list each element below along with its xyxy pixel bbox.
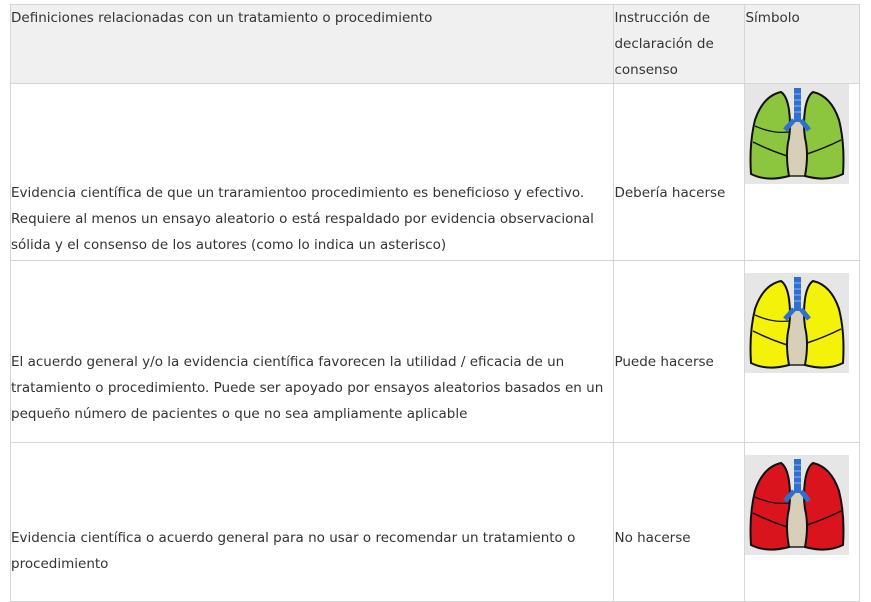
definition-text: Evidencia científica de que un traramientoo procedimiento es beneficioso y efectivo. Requiere al menos un ensayo aleatorio o está respaldado por evidencia observacional sólida y el consenso de los autores (como lo indica un asterisco)	[11, 185, 594, 253]
instruction-text: No hacerse	[614, 530, 691, 546]
definition-cell	[11, 261, 614, 443]
symbol-cell	[745, 443, 860, 602]
red-lungs-icon	[745, 455, 849, 555]
header-definitions: Definiciones relacionadas con un tratamiento o procedimiento	[11, 5, 614, 84]
definition-cell	[11, 84, 614, 261]
table-row	[11, 443, 860, 602]
symbol-cell	[745, 84, 860, 261]
definition-text: Evidencia científica o acuerdo general para no usar o recomendar un tratamiento o procedimiento	[11, 530, 576, 572]
instruction-cell	[614, 84, 745, 261]
instruction-cell	[614, 443, 745, 602]
instruction-text: Puede hacerse	[614, 354, 714, 370]
symbol-cell	[745, 261, 860, 443]
definition-cell	[11, 443, 614, 602]
yellow-lungs-icon	[745, 273, 849, 373]
table-row	[11, 261, 860, 443]
header-symbol: Símbolo	[745, 5, 860, 84]
recommendation-table	[10, 4, 860, 602]
instruction-cell	[614, 261, 745, 443]
header-instruction: Instrucción de declaración de consenso	[614, 5, 745, 84]
definition-text: El acuerdo general y/o la evidencia científica favorecen la utilidad / eficacia de un tratamiento o procedimiento. Puede ser apoyado por ensayos aleatorios basados en un pequeño número de pacientes o que no sea ampliamente aplicable	[11, 354, 604, 422]
table-header-row	[11, 5, 860, 84]
instruction-text: Debería hacerse	[614, 185, 726, 201]
green-lungs-icon	[745, 84, 849, 184]
table-row	[11, 84, 860, 261]
